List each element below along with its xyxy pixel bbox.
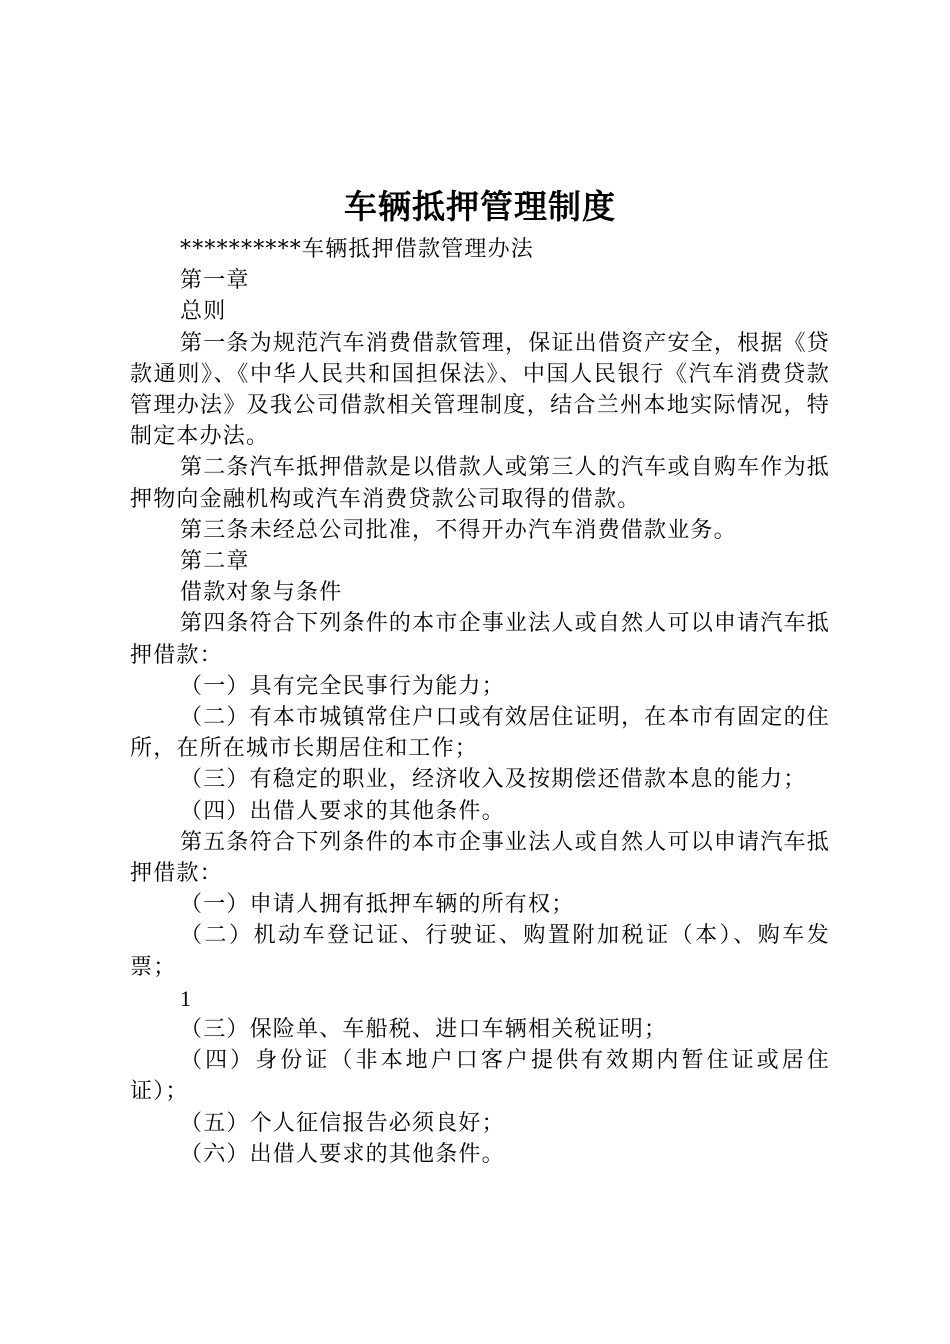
chapter-heading: 第一章 [180,268,250,294]
chapter-title: 借款对象与条件 [180,580,343,606]
list-item: （四）身份证（非本地户口客户提供有效期内暂住证或居住证）； [130,1048,830,1105]
document-body [130,234,830,1170]
article-5: 第五条符合下列条件的本市企事业法人或自然人可以申请汽车抵押借款： [130,829,830,887]
subtitle: **********车辆抵押借款管理办法 [180,237,535,262]
article-3: 第三条未经总公司批准，不得开办汽车消费借款业务。 [180,517,737,543]
article-2: 第二条汽车抵押借款是以借款人或第三人的汽车或自购车作为抵押物向金融机构或汽车消费贷款公司取得的借款。 [130,455,830,512]
list-item: （一）申请人拥有抵押车辆的所有权； [180,892,575,918]
list-item: （一）具有完全民事行为能力； [180,673,505,699]
article-4: 第四条符合下列条件的本市企事业法人或自然人可以申请汽车抵押借款： [130,611,830,668]
chapter-heading: 第二章 [180,549,250,575]
chapter-title: 总则 [180,299,227,325]
list-item: （四）出借人要求的其他条件。 [180,798,505,824]
list-item: （三）保险单、车船税、进口车辆相关税证明； [180,1017,668,1043]
page-number: 1 [180,985,191,1011]
document-title: 车辆抵押管理制度 [344,187,616,226]
list-item: （五）个人征信报告必须良好； [180,1110,505,1136]
list-item: （二）机动车登记证、行驶证、购置附加税证（本）、购车发票； [130,923,830,980]
list-item: （六）出借人要求的其他条件。 [180,1141,505,1167]
list-item: （二）有本市城镇常住户口或有效居住证明，在本市有固定的住所，在所在城市长期居住和工作； [130,705,830,762]
article-1: 第一条为规范汽车消费借款管理，保证出借资产安全，根据《贷款通则》、《中华人民共和国担保法》、中国人民银行《汽车消费贷款管理办法》及我公司借款相关管理制度，结合兰州本地实际情况，特制定本办法。 [130,330,830,450]
list-item: （三）有稳定的职业，经济收入及按期偿还借款本息的能力； [180,767,807,793]
